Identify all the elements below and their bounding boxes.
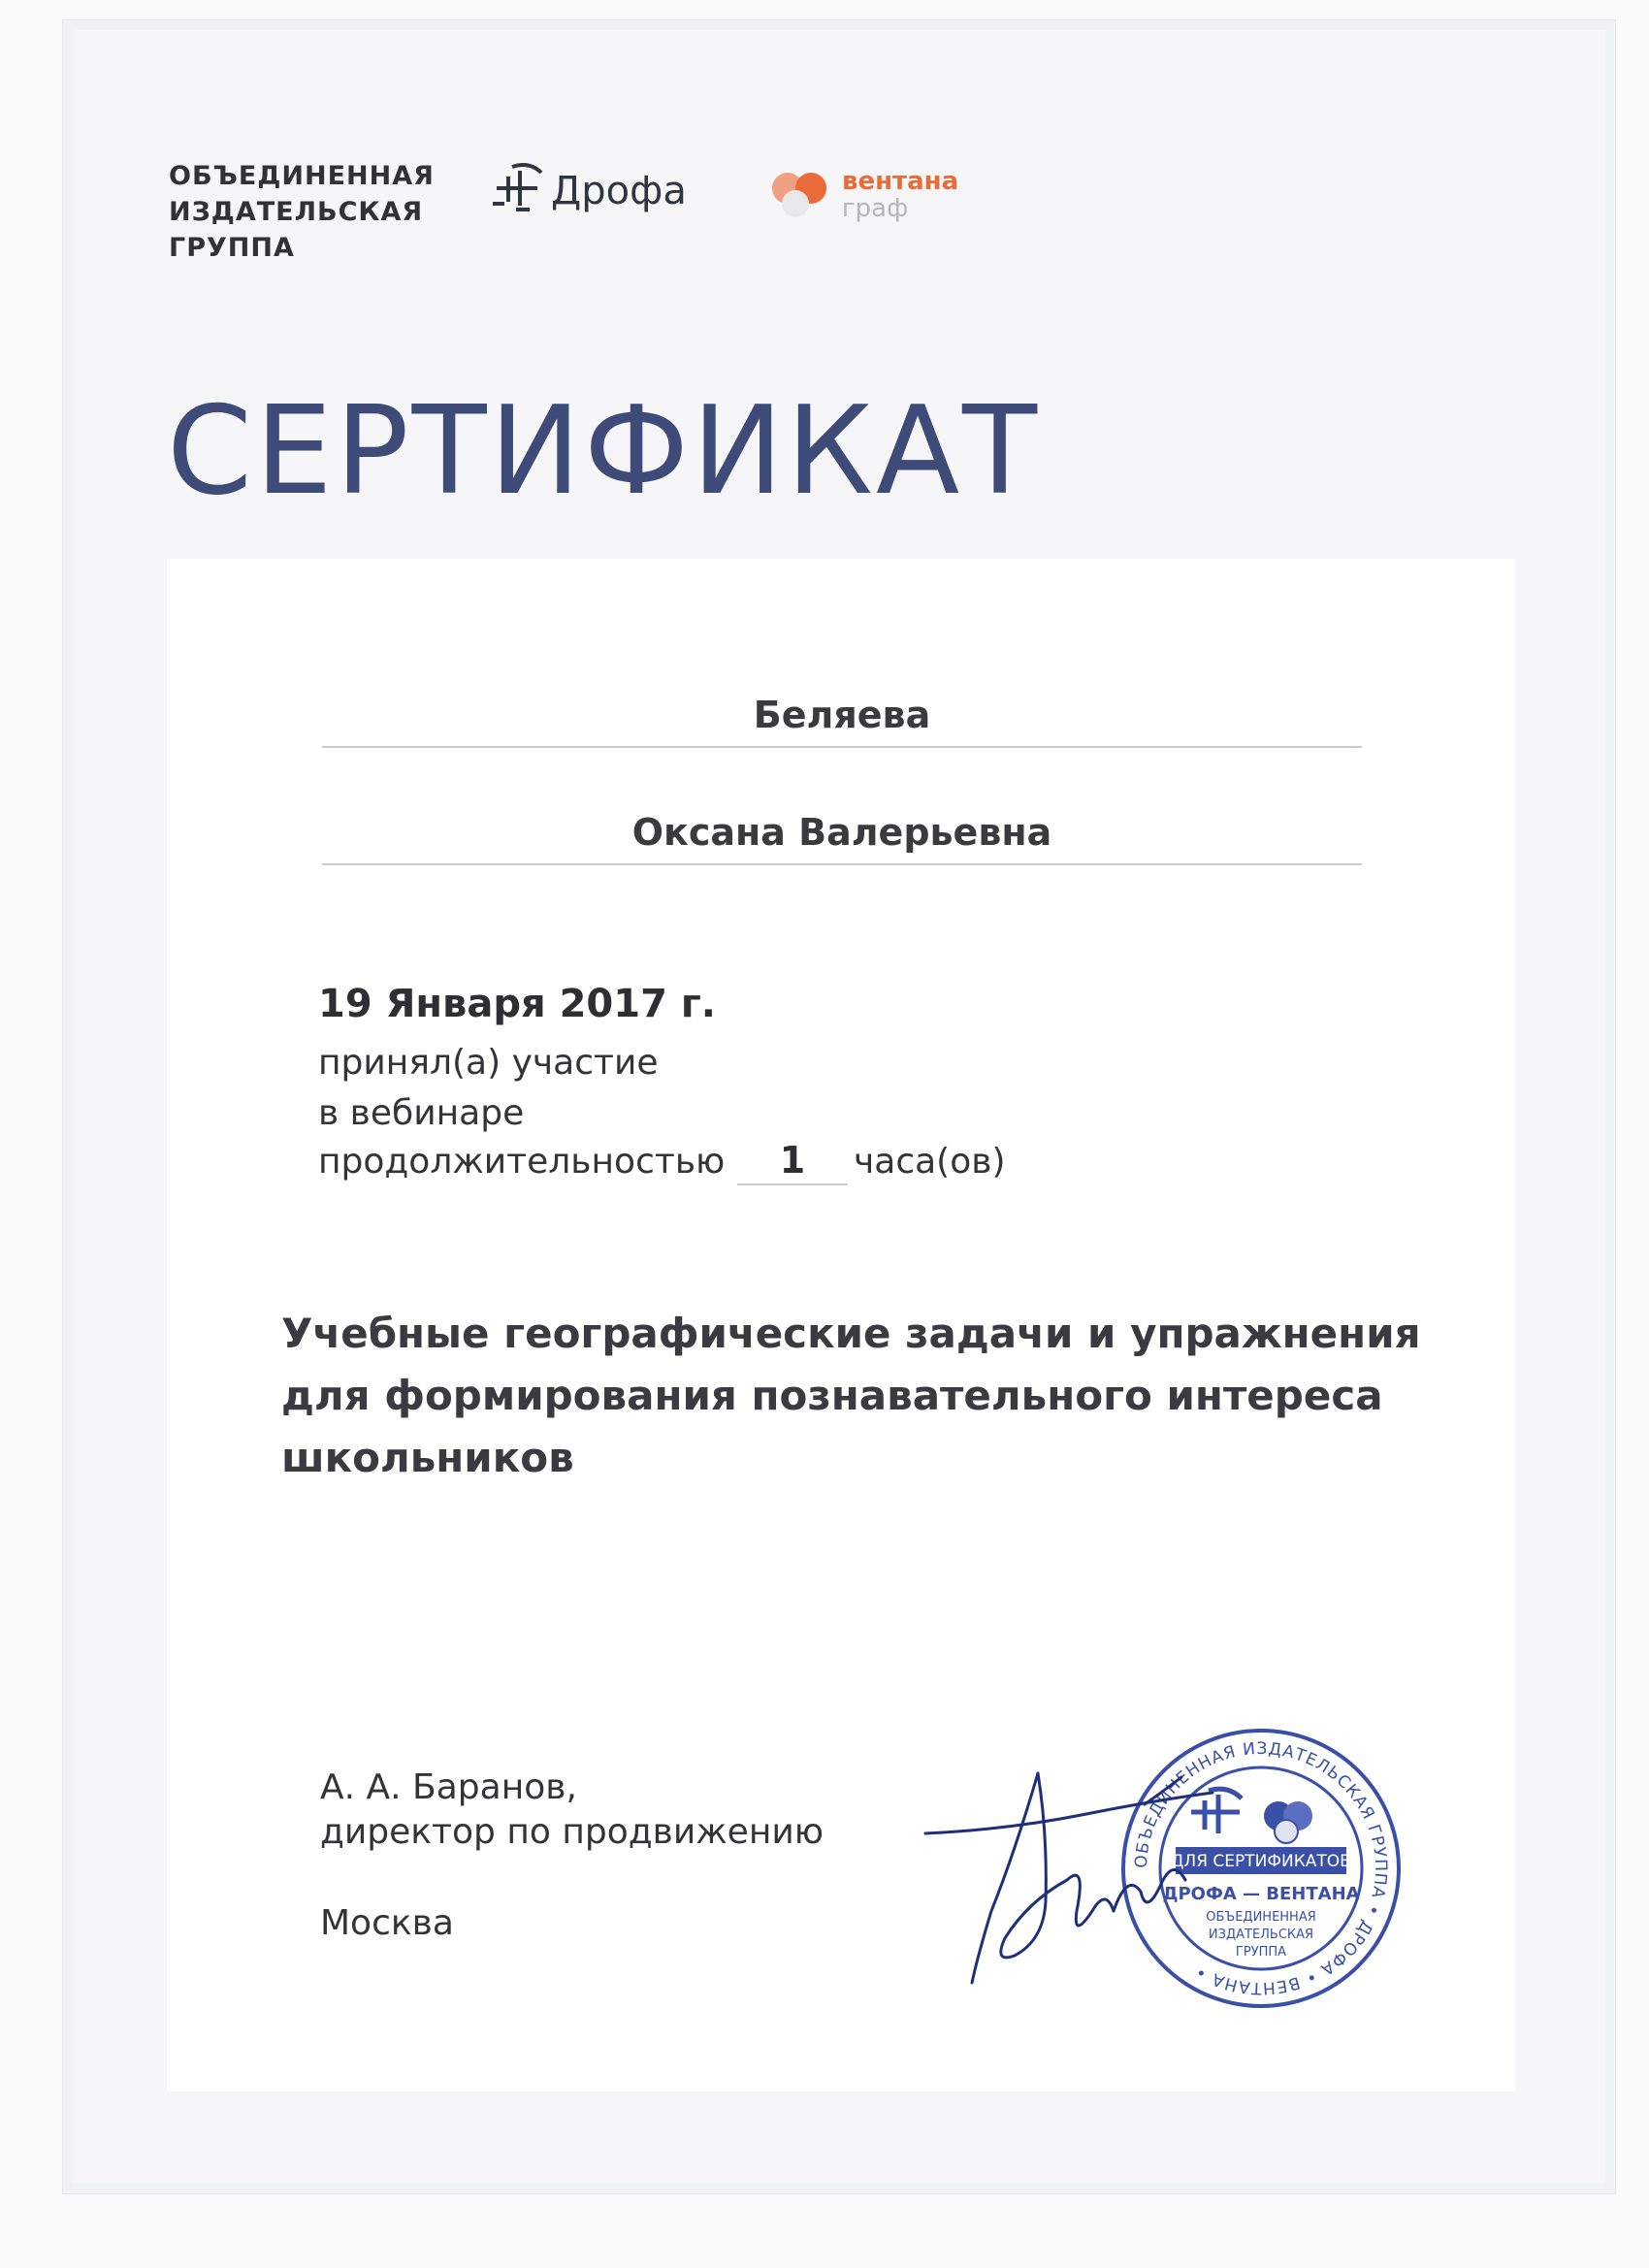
duration-unit: часа(ов): [854, 1142, 1006, 1182]
webinar-text: в вебинаре: [318, 1093, 525, 1133]
signatory-role: директор по продвижению: [320, 1812, 824, 1852]
signatory-city: Москва: [320, 1903, 454, 1943]
recipient-name: Оксана Валерьевна: [322, 811, 1362, 865]
duration-value: 1: [737, 1139, 848, 1185]
drofa-logo-text: Дрофа: [551, 169, 687, 213]
graf-logo-text: граф: [842, 194, 909, 223]
recipient-surname: Беляева: [322, 694, 1362, 748]
topic-line-1: Учебные географические задачи и упражнения: [281, 1310, 1421, 1357]
duration-label: продолжительностью: [318, 1142, 726, 1182]
publisher-group-logo-text: [169, 158, 435, 266]
stamp-center-line-4: ГРУППА: [1235, 1945, 1287, 1960]
ventana-logo-text: вентана: [842, 167, 959, 196]
group-line-3: ГРУППА: [169, 233, 295, 263]
stamp-center-line-3: ИЗДАТЕЛЬСКАЯ: [1208, 1928, 1314, 1942]
signatory-name: А. А. Баранов,: [320, 1767, 577, 1807]
certificate-title: СЕРТИФИКАТ: [167, 379, 1041, 522]
group-line-1: ОБЪЕДИНЕННАЯ: [169, 161, 435, 191]
event-date: 19 Января 2017 г.: [318, 982, 716, 1026]
participation-text: принял(а) участие: [318, 1043, 659, 1083]
stamp-center-line-2: ОБЪЕДИНЕННАЯ: [1206, 1910, 1316, 1925]
topic-line-2: для формирования познавательного интереса: [281, 1372, 1383, 1419]
handwritten-signature: [922, 1766, 1271, 1989]
stamp-center-line-1: ДРОФА — ВЕНТАНА: [1162, 1884, 1360, 1904]
stamp-band-text: ДЛЯ СЕРТИФИКАТОВ: [1171, 1852, 1351, 1871]
stamp-ring-text: ОБЪЕДИНЕННАЯ ИЗДАТЕЛЬСКАЯ ГРУППА • ДРОФА • ВЕНТАНА •: [1131, 1738, 1391, 1998]
drofa-logo: [491, 155, 704, 225]
webinar-topic: [281, 1303, 1426, 1489]
group-line-2: ИЗДАТЕЛЬСКАЯ: [169, 197, 424, 227]
topic-line-3: школьников: [281, 1434, 574, 1481]
